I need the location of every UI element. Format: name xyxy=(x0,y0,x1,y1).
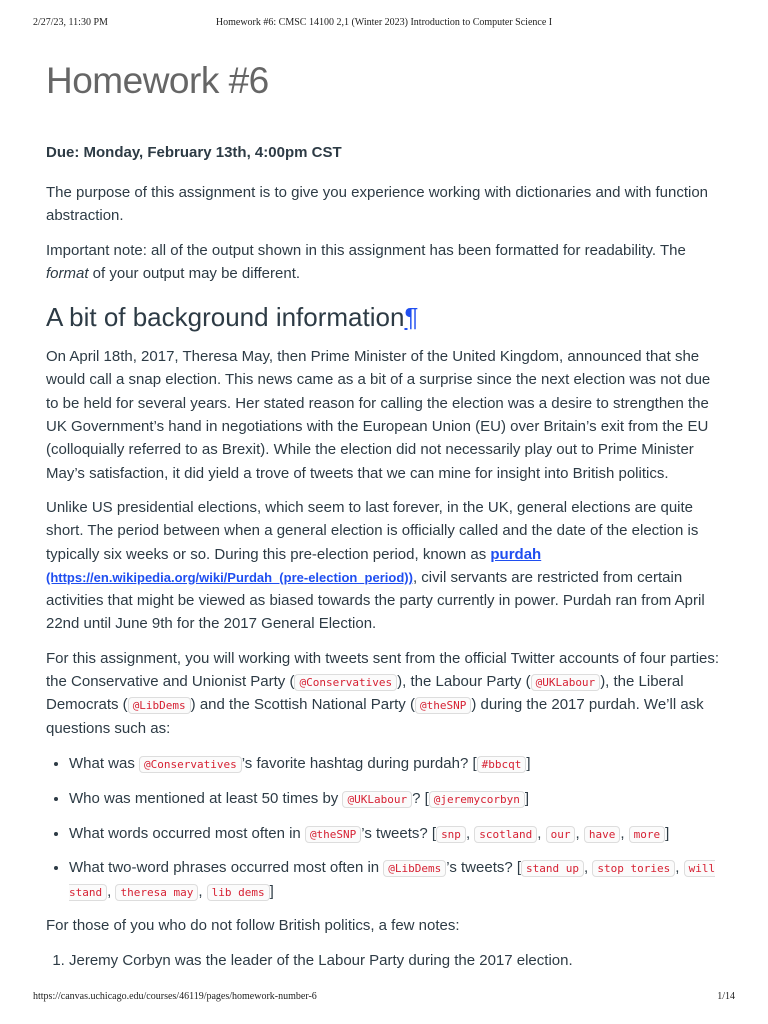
handle-conservatives: @Conservatives xyxy=(294,674,397,691)
answer-chip: more xyxy=(629,826,666,843)
purdah-text-a: Unlike US presidential elections, which seem to last forever, in the UK, general elections are quite short. The period between when a general election is officially called and the date of the election is typically six weeks or so. During this pre-election period, known as xyxy=(46,498,699,563)
print-page-title: Homework #6: CMSC 14100 2,1 (Winter 2023) Introduction to Computer Science I xyxy=(215,17,553,28)
parties-text-b: ), the Labour Party ( xyxy=(397,673,531,691)
question-text-a: What words occurred most often in xyxy=(69,824,305,842)
answer-chip: stand up xyxy=(521,860,584,877)
question-text-c: ] xyxy=(269,882,274,900)
important-note-text-b: of your output may be different. xyxy=(88,264,301,282)
print-footer xyxy=(0,991,768,1005)
page-title: Homework #6 xyxy=(46,60,269,101)
due-date: Due: Monday, February 13th, 4:00pm CST xyxy=(46,144,342,161)
handle-libdems: @LibDems xyxy=(128,697,191,714)
parties-text-a: For this assignment, you will working with tweets sent from the official Twitter accounts of four parties: the Conservative and Unionist Party ( xyxy=(46,649,720,691)
background-paragraph-3 xyxy=(46,647,726,740)
answer-chip: stop tories xyxy=(592,860,675,877)
important-note xyxy=(46,239,726,286)
answer-chip: will stand xyxy=(69,862,716,899)
question-item: • What two-word phrases occurred most often in @LibDems ’s tweets? [ stand up , stop tories , will stand , theresa may , lib dems ] xyxy=(69,856,726,903)
answer-chip: #bbcqt xyxy=(477,756,527,773)
question-handle: @Conservatives xyxy=(139,756,242,773)
parties-text-c: ), the Liberal Democrats ( xyxy=(46,673,684,714)
question-item xyxy=(69,752,726,775)
note-item: 1. Jeremy Corbyn was the leader of the Labour Party during the 2017 election. xyxy=(69,949,726,972)
answer-chip: scotland xyxy=(474,826,537,843)
answer-chip: snp xyxy=(436,826,466,843)
answer-chip: @jeremycorbyn xyxy=(429,791,525,808)
questions-list xyxy=(46,752,726,903)
answer-chip: our xyxy=(546,826,576,843)
question-handle: @LibDems xyxy=(383,860,446,877)
purdah-text-b: , civil servants are restricted from certain activities that might be viewed as biased towards the party currently in power. Purdah ran from April 22nd until June 9th for the 2017 General Election. xyxy=(46,568,705,633)
purdah-link-url: (https://en.wikipedia.org/wiki/Purdah_(pre-election_period)) xyxy=(46,569,413,585)
print-url: https://canvas.uchicago.edu/courses/46119/pages/homework-number-6 xyxy=(33,991,317,1002)
notes-intro: For those of you who do not follow British politics, a few notes: xyxy=(46,917,460,935)
question-item xyxy=(69,787,726,810)
important-note-text-a: Important note: all of the output shown in this assignment has been formatted for readability. The xyxy=(46,241,686,259)
question-text-b: ’s favorite hashtag during purdah? [ xyxy=(241,754,477,772)
question-text-c: ] xyxy=(524,789,530,807)
section-heading xyxy=(46,300,726,334)
answer-chip: have xyxy=(584,826,621,843)
section-anchor-link[interactable]: ¶ xyxy=(404,302,419,333)
print-page-number: 1/14 xyxy=(717,991,735,1002)
question-text-b: ? [ xyxy=(412,789,429,807)
background-paragraph-2 xyxy=(46,496,726,636)
parties-text-d: ) and the Scottish National Party ( xyxy=(190,696,415,714)
question-item: • What words occurred most often in @theSNP ’s tweets? [ snp , scotland , our , have , more ] xyxy=(69,822,726,845)
question-text-a: What two-word phrases occurred most often in xyxy=(69,859,384,877)
handle-snp: @theSNP xyxy=(415,697,471,714)
question-text-a: Who was mentioned at least 50 times by xyxy=(69,789,343,807)
important-note-emphasis: format xyxy=(46,264,89,282)
question-text-b: ’s tweets? [ xyxy=(446,859,522,877)
handle-labour: @UKLabour xyxy=(531,674,601,691)
print-timestamp: 2/27/23, 11:30 PM xyxy=(33,17,108,28)
print-header xyxy=(0,17,768,31)
parties-text-e: ) during the 2017 purdah. We’ll ask questions such as: xyxy=(46,696,704,737)
answer-chip: theresa may xyxy=(115,884,198,901)
intro-paragraph: The purpose of this assignment is to give you experience working with dictionaries and with function abstraction. xyxy=(46,184,709,225)
purdah-link-label: purdah xyxy=(490,545,542,563)
notes-list xyxy=(46,949,726,972)
question-text-c: ] xyxy=(526,754,531,772)
section-heading-text: A bit of background information xyxy=(46,302,405,333)
page-content xyxy=(46,58,726,972)
question-text-a: What was xyxy=(69,754,140,772)
question-text-b: ’s tweets? [ xyxy=(361,824,437,842)
question-handle: @UKLabour xyxy=(342,791,412,808)
question-text-c: ] xyxy=(665,824,670,842)
question-handle: @theSNP xyxy=(305,826,361,843)
answer-chip: lib dems xyxy=(207,884,270,901)
background-paragraph-1: On April 18th, 2017, Theresa May, then Prime Minister of the United Kingdom, announced that she would call a snap election. This news came as a bit of a surprise since the next election was not due to be held for several years. Her stated reason for calling the election was a desire to strengthen the UK Government’s hand in negotiations with the European Union (EU) over Britain’s exit from the EU (colloquially referred to as Brexit). While the election did not necessarily play out to Prime Minister May’s satisfaction, it did yield a trove of tweets that we can mine for insight into British politics. xyxy=(46,348,711,482)
